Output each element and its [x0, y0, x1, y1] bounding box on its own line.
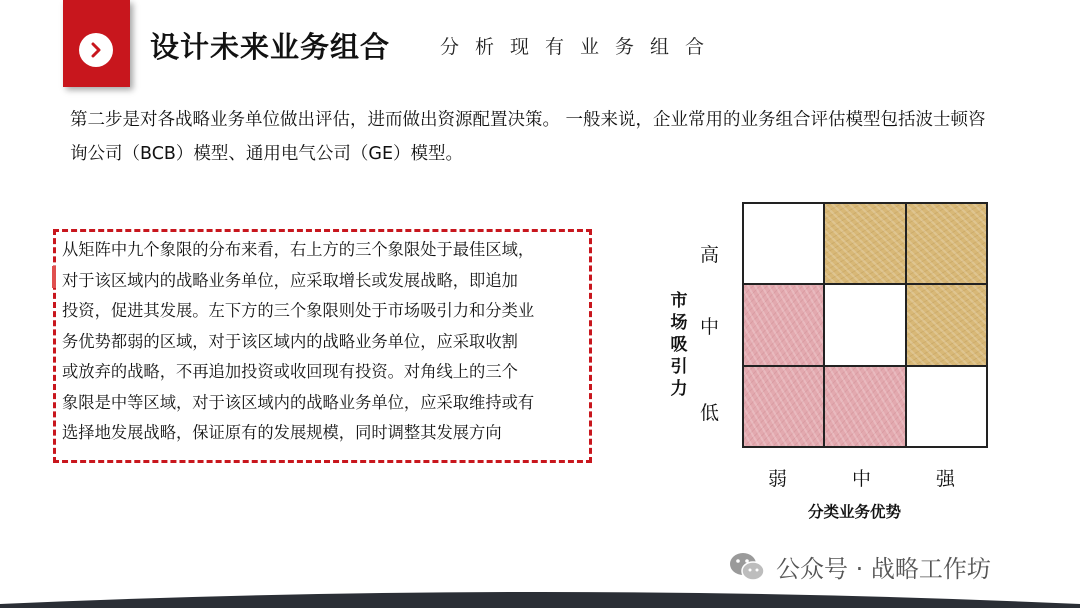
- callout-line: 务优势都弱的区域，对于该区域内的战略业务单位，应采取收割: [62, 331, 518, 351]
- wechat-icon: [728, 551, 766, 583]
- y-label-mid: 中: [700, 316, 720, 338]
- callout-text: [62, 235, 583, 449]
- header-accent-block: [63, 0, 130, 87]
- x-label-weak: 弱: [768, 468, 788, 490]
- intro-paragraph: [70, 103, 1020, 171]
- page-title: 设计未来业务组合: [150, 30, 391, 64]
- callout-line: 从矩阵中九个象限的分布来看，右上方的三个象限处于最佳区域，: [62, 240, 535, 259]
- y-label-low: 低: [700, 402, 720, 424]
- ge-matrix-grid: [742, 202, 988, 448]
- callout-accent-mark: [52, 266, 56, 288]
- intro-line: 询公司（BCB）模型、通用电气公司（GE）模型。: [70, 144, 464, 164]
- matrix-cell-pink: [743, 284, 824, 365]
- watermark: [728, 549, 991, 584]
- x-label-mid: 中: [852, 468, 872, 490]
- y-label-high: 高: [700, 244, 720, 266]
- matrix-cell-tan: [824, 203, 905, 284]
- callout-line: 选择地发展战略，保证原有的发展规模，同时调整其发展方向: [62, 423, 502, 442]
- chevron-right-icon: [79, 33, 113, 67]
- x-label-strong: 强: [936, 468, 956, 490]
- callout-line: 对于该区域内的战略业务单位，应采取增长或发展战略，即追加: [62, 270, 518, 290]
- callout-box: [53, 229, 592, 463]
- y-axis-title: 市场吸引力: [670, 291, 688, 399]
- x-axis-title: 分类业务优势: [808, 503, 902, 521]
- callout-line: 投资，促进其发展。左下方的三个象限则处于市场吸引力和分类业: [62, 301, 535, 320]
- matrix-cell-pink: [824, 366, 905, 447]
- matrix-cell-white: [743, 203, 824, 284]
- matrix-cell-white: [824, 284, 905, 365]
- matrix-cell-tan: [906, 284, 987, 365]
- matrix-cell-tan: [906, 203, 987, 284]
- matrix-cell-pink: [743, 366, 824, 447]
- bottom-decorative-band: [0, 586, 1080, 608]
- callout-line: 或放弃的战略，不再追加投资或收回现有投资。对角线上的三个: [62, 362, 518, 381]
- matrix-cell-white: [906, 366, 987, 447]
- watermark-text: 公众号 · 战略工作坊: [776, 555, 991, 583]
- page-subtitle: 分析现有业务组合: [440, 36, 721, 58]
- callout-line: 象限是中等区域，对于该区域内的战略业务单位，应采取维持或有: [62, 392, 535, 412]
- intro-line: 第二步是对各战略业务单位做出评估，进而做出资源配置决策。 一般来说，企业常用的业务组合评估模型包括波士顿咨: [70, 110, 986, 130]
